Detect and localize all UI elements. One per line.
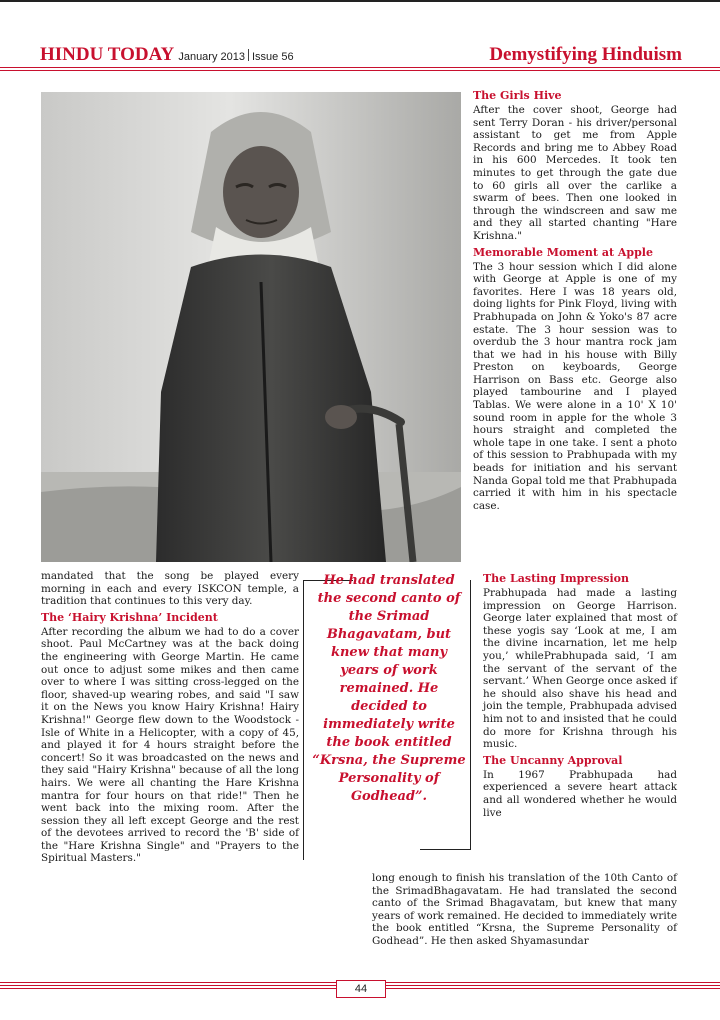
pull-quote: He had translated the second canto of the Srimad Bhagavatam, but knew that many years of work remained. He decided to immediately write the book entitled “Krsna, the Supreme Personality of Godhead”.	[312, 573, 466, 804]
subheading-hairy-krishna: The ‘Hairy Krishna’ Incident	[41, 610, 218, 624]
subheading-lasting-impression: The Lasting Impression	[483, 572, 630, 585]
right-column-bottom	[372, 872, 677, 948]
right-column-top	[473, 86, 677, 512]
top-border	[0, 0, 720, 2]
issue-date: January 2013	[178, 51, 245, 63]
page-header	[40, 44, 682, 66]
right-paragraph-3: Prabhupada had made a lasting impression on George Harrison. George later explained that most of these yogis say ‘Look at me, I am the divine incarnation, let me help you,’ whilePrabhupada said, ‘I am the servant of the servant of the servant.’ When George once asked if he should also shave his head and join the temple, Prabhupada advised him not to and insisted that he could do more for Krishna through his music.	[483, 587, 677, 751]
header-rule	[0, 67, 720, 73]
left-paragraph-1: mandated that the song be played every morning in each and every ISKCON temple, a tradition that continues to this very day.	[41, 570, 299, 608]
portrait-photo-icon	[41, 92, 461, 562]
pull-quote-border-left	[303, 580, 304, 860]
left-paragraph-2: After recording the album we had to do a cover shoot. Paul McCartney was at the back doing the engineering with George Martin. He came out once to adjust some mikes and then came over to where I was sitting cross-legged on the floor, shaved-up wearing robes, and said "I saw it on the News you know Hairy Krishna! Hairy Krishna!" George flew down to the Woodstock - Isle of White in a Helicopter, with a copy of 45, and played it for 4 hours straight before the concert! So it was broadcasted on the news and they said "Hairy Krishna" because of all the long hairs. We were all chanting the Hare Krishna mantra for four hours on that ride!" Then he went back into the mixing room. After the session they all left except George and the rest of the devotees arrived to record the 'B' side of the "Hare Krishna Single" and "Prayers to the Spiritual Masters."	[41, 625, 299, 865]
right-paragraph-4: In 1967 Prabhupada had experienced a severe heart attack and all wondered whether he would live	[483, 768, 677, 819]
meta-divider	[248, 49, 249, 61]
issue-meta	[178, 51, 293, 63]
issue-number: Issue 56	[252, 51, 294, 63]
section-title: Demystifying Hinduism	[489, 44, 682, 65]
right-paragraph-2: The 3 hour session which I did alone with George at Apple is one of my favorites. Here I was 18 years old, doing lights for Pink Floyd, living with Prabhupada on John & Yoko's 87 acre estate. The 3 hour session was to overdub the 3 hour mantra rock jam that we had in his house with Billy Preston on keyboards, George Harrison on Bass etc. George also played tambourine and I played Tablas. We were alone in a 10' X 10' sound room in apple for the whole 3 hours straight and completed the whole tape in one take. I sent a photo of this session to Prabhupada with my beads for initiation and his servant Nanda Gopal told me that Prabhupada carried it with him in his spectacle case.	[473, 260, 677, 512]
page-number: 44	[336, 980, 386, 998]
magazine-title	[40, 44, 294, 66]
right-paragraph-5: long enough to finish his translation of the 10th Canto of the SrimadBhagavatam. He had translated the second canto of the Srimad Bhagavatam, but knew that many years of work remained. He decided to immediately write the book entitled “Krsna, the Supreme Personality of Godhead”. He then asked Shyamasundar	[372, 872, 677, 947]
subheading-memorable-moment: Memorable Moment at Apple	[473, 245, 653, 259]
right-column-mid	[483, 569, 677, 819]
subheading-uncanny-approval: The Uncanny Approval	[483, 753, 623, 767]
brand-name: HINDU TODAY	[40, 44, 174, 65]
pull-quote-border-right	[470, 580, 471, 850]
right-paragraph-1: After the cover shoot, George had sent Terry Doran - his driver/personal assistant to get me from Apple Records and bring me to Abbey Road in his 600 Mercedes. It took ten minutes to get through the gate due to 60 girls all over the carlike a swarm of bees. Then one looked in through the windscreen and saw me and they all started chanting "Hare Krishna."	[473, 104, 677, 242]
pull-quote-border-bottom	[420, 849, 470, 850]
subheading-girls-hive: The Girls Hive	[473, 89, 562, 102]
left-column	[41, 570, 299, 865]
photo-illustration	[41, 92, 461, 562]
